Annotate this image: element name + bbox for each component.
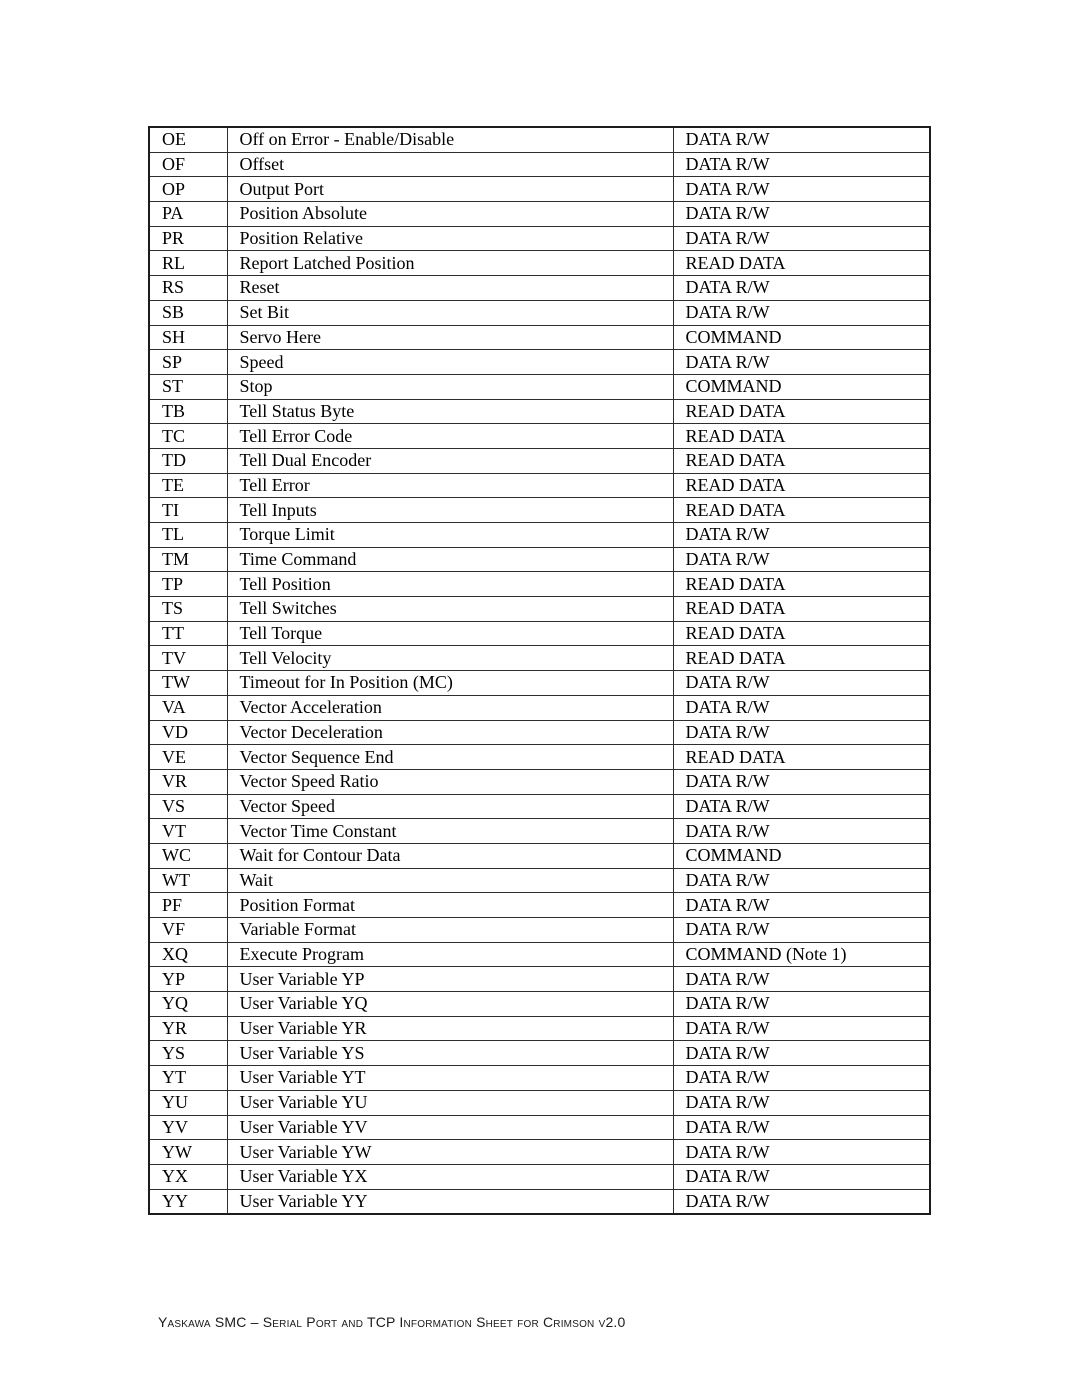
cell-access: DATA R/W xyxy=(673,1115,930,1140)
table-row xyxy=(149,819,930,844)
cell-description: User Variable YR xyxy=(227,1016,673,1041)
table-row xyxy=(149,621,930,646)
cell-code: YR xyxy=(149,1016,227,1041)
cell-access: DATA R/W xyxy=(673,1090,930,1115)
cell-access: DATA R/W xyxy=(673,300,930,325)
table-row xyxy=(149,127,930,152)
cell-description: Position Absolute xyxy=(227,202,673,227)
cell-access: READ DATA xyxy=(673,646,930,671)
table-row xyxy=(149,893,930,918)
cell-code: PA xyxy=(149,202,227,227)
table-row xyxy=(149,523,930,548)
cell-description: User Variable YU xyxy=(227,1090,673,1115)
table-row xyxy=(149,498,930,523)
cell-code: PR xyxy=(149,226,227,251)
cell-description: Vector Speed xyxy=(227,794,673,819)
cell-code: WC xyxy=(149,843,227,868)
cell-description: Variable Format xyxy=(227,918,673,943)
cell-description: Report Latched Position xyxy=(227,251,673,276)
cell-code: YW xyxy=(149,1140,227,1165)
cell-description: Tell Position xyxy=(227,572,673,597)
cell-access: DATA R/W xyxy=(673,794,930,819)
cell-access: DATA R/W xyxy=(673,177,930,202)
table-row xyxy=(149,374,930,399)
cell-code: TI xyxy=(149,498,227,523)
cell-access: DATA R/W xyxy=(673,671,930,696)
cell-description: Torque Limit xyxy=(227,523,673,548)
cell-code: VF xyxy=(149,918,227,943)
table-row xyxy=(149,226,930,251)
cell-access: DATA R/W xyxy=(673,695,930,720)
table-row xyxy=(149,843,930,868)
cell-code: TV xyxy=(149,646,227,671)
table-row xyxy=(149,350,930,375)
cell-code: OP xyxy=(149,177,227,202)
cell-access: DATA R/W xyxy=(673,1066,930,1091)
table-row xyxy=(149,1041,930,1066)
cell-description: Position Relative xyxy=(227,226,673,251)
cell-access: READ DATA xyxy=(673,473,930,498)
table-row xyxy=(149,177,930,202)
cell-access: DATA R/W xyxy=(673,127,930,152)
cell-code: WT xyxy=(149,868,227,893)
cell-access: DATA R/W xyxy=(673,276,930,301)
cell-description: Servo Here xyxy=(227,325,673,350)
cell-description: Offset xyxy=(227,152,673,177)
table-row xyxy=(149,671,930,696)
command-table-body xyxy=(149,127,930,1214)
table-row xyxy=(149,1164,930,1189)
cell-code: TL xyxy=(149,523,227,548)
cell-access: DATA R/W xyxy=(673,226,930,251)
cell-code: VD xyxy=(149,720,227,745)
cell-access: DATA R/W xyxy=(673,202,930,227)
cell-access: READ DATA xyxy=(673,251,930,276)
table-row xyxy=(149,448,930,473)
cell-description: Wait xyxy=(227,868,673,893)
cell-code: TB xyxy=(149,399,227,424)
cell-description: Execute Program xyxy=(227,942,673,967)
cell-code: YV xyxy=(149,1115,227,1140)
cell-access: READ DATA xyxy=(673,745,930,770)
cell-description: User Variable YX xyxy=(227,1164,673,1189)
cell-code: TE xyxy=(149,473,227,498)
cell-description: Stop xyxy=(227,374,673,399)
cell-code: OE xyxy=(149,127,227,152)
cell-code: VT xyxy=(149,819,227,844)
cell-code: RL xyxy=(149,251,227,276)
cell-access: DATA R/W xyxy=(673,893,930,918)
cell-access: DATA R/W xyxy=(673,1164,930,1189)
cell-description: Output Port xyxy=(227,177,673,202)
table-row xyxy=(149,1115,930,1140)
cell-access: COMMAND (Note 1) xyxy=(673,942,930,967)
cell-description: Off on Error - Enable/Disable xyxy=(227,127,673,152)
table-row xyxy=(149,152,930,177)
cell-access: DATA R/W xyxy=(673,1041,930,1066)
table-row xyxy=(149,572,930,597)
cell-access: COMMAND xyxy=(673,374,930,399)
cell-code: OF xyxy=(149,152,227,177)
cell-access: COMMAND xyxy=(673,843,930,868)
table-row xyxy=(149,1090,930,1115)
cell-code: TM xyxy=(149,547,227,572)
table-row xyxy=(149,300,930,325)
command-table xyxy=(148,126,931,1215)
cell-access: DATA R/W xyxy=(673,523,930,548)
cell-code: YQ xyxy=(149,992,227,1017)
table-row xyxy=(149,695,930,720)
cell-access: DATA R/W xyxy=(673,1189,930,1214)
table-row xyxy=(149,547,930,572)
cell-description: Vector Sequence End xyxy=(227,745,673,770)
page-footer: Yaskawa SMC – Serial Port and TCP Information Sheet for Crimson v2.0 xyxy=(158,1314,626,1330)
table-row xyxy=(149,769,930,794)
table-row xyxy=(149,399,930,424)
table-row xyxy=(149,918,930,943)
cell-access: DATA R/W xyxy=(673,1016,930,1041)
cell-access: COMMAND xyxy=(673,325,930,350)
cell-access: READ DATA xyxy=(673,572,930,597)
table-row xyxy=(149,1066,930,1091)
cell-code: VS xyxy=(149,794,227,819)
cell-description: Tell Torque xyxy=(227,621,673,646)
cell-description: Position Format xyxy=(227,893,673,918)
table-row xyxy=(149,251,930,276)
cell-description: Time Command xyxy=(227,547,673,572)
table-row xyxy=(149,794,930,819)
cell-description: Vector Time Constant xyxy=(227,819,673,844)
cell-code: TC xyxy=(149,424,227,449)
table-row xyxy=(149,942,930,967)
cell-code: PF xyxy=(149,893,227,918)
table-row xyxy=(149,424,930,449)
cell-description: Tell Status Byte xyxy=(227,399,673,424)
cell-description: Tell Dual Encoder xyxy=(227,448,673,473)
cell-code: ST xyxy=(149,374,227,399)
cell-access: DATA R/W xyxy=(673,967,930,992)
cell-access: DATA R/W xyxy=(673,152,930,177)
cell-code: YT xyxy=(149,1066,227,1091)
cell-access: READ DATA xyxy=(673,621,930,646)
cell-description: User Variable YS xyxy=(227,1041,673,1066)
cell-description: Tell Inputs xyxy=(227,498,673,523)
cell-access: DATA R/W xyxy=(673,1140,930,1165)
cell-description: Vector Speed Ratio xyxy=(227,769,673,794)
cell-access: READ DATA xyxy=(673,399,930,424)
cell-access: DATA R/W xyxy=(673,547,930,572)
cell-access: DATA R/W xyxy=(673,992,930,1017)
cell-access: DATA R/W xyxy=(673,720,930,745)
cell-code: TT xyxy=(149,621,227,646)
cell-description: User Variable YP xyxy=(227,967,673,992)
table-row xyxy=(149,646,930,671)
cell-description: Timeout for In Position (MC) xyxy=(227,671,673,696)
cell-code: TW xyxy=(149,671,227,696)
cell-description: Tell Velocity xyxy=(227,646,673,671)
cell-description: User Variable YV xyxy=(227,1115,673,1140)
cell-access: READ DATA xyxy=(673,424,930,449)
cell-code: VA xyxy=(149,695,227,720)
cell-description: Speed xyxy=(227,350,673,375)
cell-description: Tell Switches xyxy=(227,597,673,622)
cell-code: RS xyxy=(149,276,227,301)
cell-description: Vector Deceleration xyxy=(227,720,673,745)
cell-code: VR xyxy=(149,769,227,794)
cell-access: DATA R/W xyxy=(673,769,930,794)
cell-access: READ DATA xyxy=(673,448,930,473)
cell-access: DATA R/W xyxy=(673,350,930,375)
table-row xyxy=(149,473,930,498)
table-row xyxy=(149,967,930,992)
cell-code: SP xyxy=(149,350,227,375)
table-row xyxy=(149,325,930,350)
table-row xyxy=(149,720,930,745)
cell-description: Set Bit xyxy=(227,300,673,325)
table-row xyxy=(149,745,930,770)
cell-description: User Variable YW xyxy=(227,1140,673,1165)
table-row xyxy=(149,868,930,893)
table-row xyxy=(149,992,930,1017)
cell-code: YX xyxy=(149,1164,227,1189)
cell-code: YS xyxy=(149,1041,227,1066)
table-row xyxy=(149,276,930,301)
cell-description: Tell Error Code xyxy=(227,424,673,449)
table-row xyxy=(149,1189,930,1214)
table-row xyxy=(149,202,930,227)
cell-code: TD xyxy=(149,448,227,473)
cell-access: DATA R/W xyxy=(673,819,930,844)
cell-code: TS xyxy=(149,597,227,622)
cell-code: SB xyxy=(149,300,227,325)
cell-code: VE xyxy=(149,745,227,770)
cell-code: SH xyxy=(149,325,227,350)
cell-code: TP xyxy=(149,572,227,597)
cell-description: User Variable YQ xyxy=(227,992,673,1017)
cell-description: User Variable YT xyxy=(227,1066,673,1091)
cell-code: YP xyxy=(149,967,227,992)
table-row xyxy=(149,1016,930,1041)
cell-access: DATA R/W xyxy=(673,918,930,943)
cell-code: YY xyxy=(149,1189,227,1214)
cell-access: DATA R/W xyxy=(673,868,930,893)
cell-code: YU xyxy=(149,1090,227,1115)
cell-description: User Variable YY xyxy=(227,1189,673,1214)
cell-code: XQ xyxy=(149,942,227,967)
table-row xyxy=(149,1140,930,1165)
table-row xyxy=(149,597,930,622)
cell-description: Tell Error xyxy=(227,473,673,498)
cell-description: Reset xyxy=(227,276,673,301)
cell-access: READ DATA xyxy=(673,597,930,622)
cell-description: Vector Acceleration xyxy=(227,695,673,720)
cell-description: Wait for Contour Data xyxy=(227,843,673,868)
cell-access: READ DATA xyxy=(673,498,930,523)
